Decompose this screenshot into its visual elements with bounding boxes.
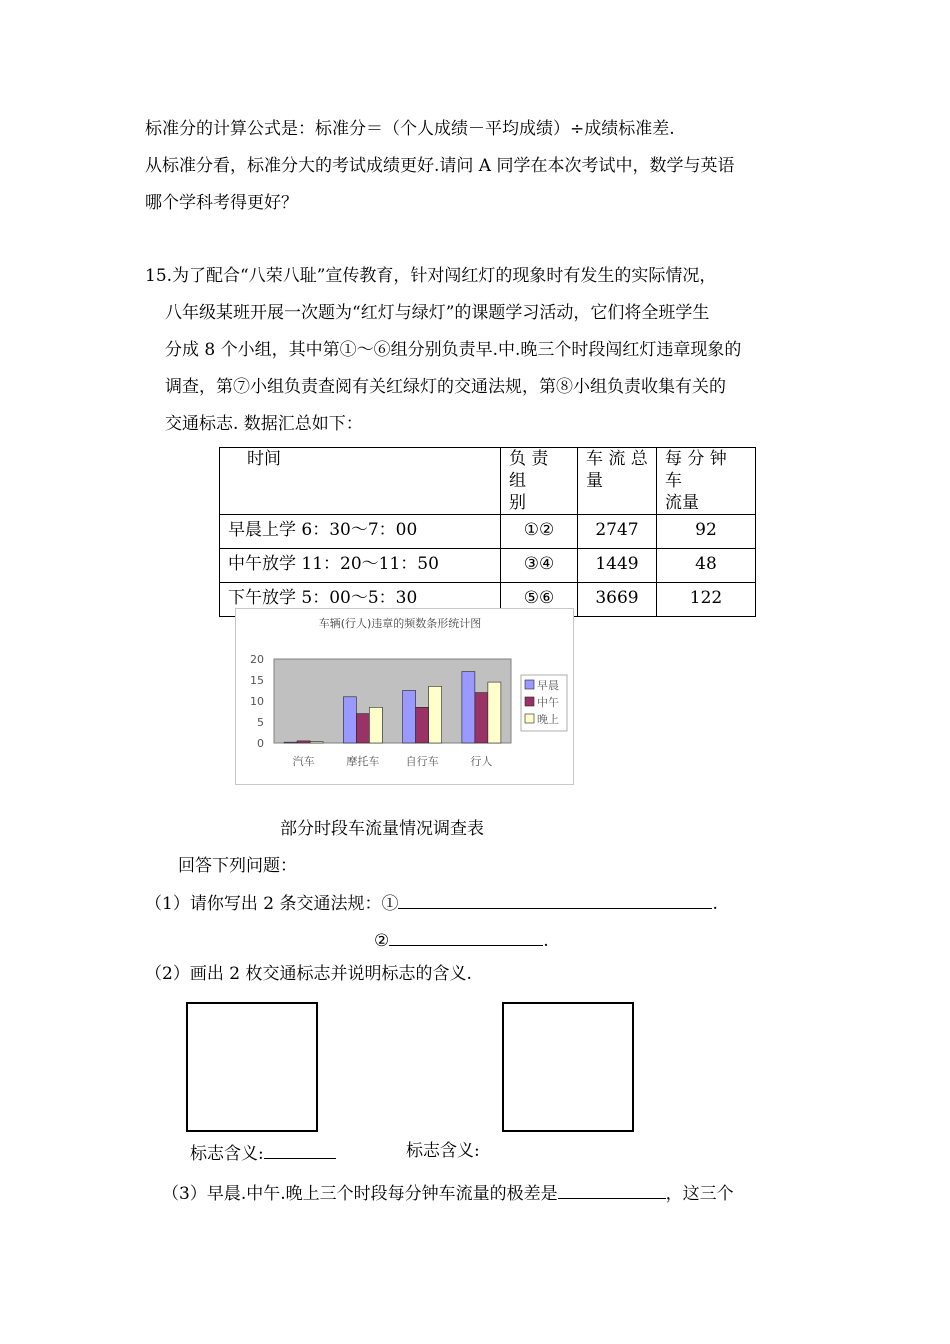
answer-prompt: 回答下列问题： bbox=[178, 856, 297, 876]
sign-meaning-label-1: 标志含义: bbox=[190, 1144, 264, 1164]
bar-晚上-自行车 bbox=[429, 686, 442, 743]
legend-label: 中午 bbox=[537, 696, 559, 709]
sub-question-1: （1）请你写出 2 条交通法规：① . bbox=[145, 890, 718, 915]
table-header-row bbox=[220, 448, 756, 515]
sign-drawing-box-2[interactable] bbox=[502, 1002, 634, 1132]
legend bbox=[521, 675, 567, 731]
bar-早晨-摩托车 bbox=[343, 697, 356, 743]
sub-question-3-text: （3）早晨.中午.晚上三个时段每分钟车流量的极差是 bbox=[162, 1184, 558, 1204]
sub-question-1-text: （1）请你写出 2 条交通法规：① bbox=[145, 894, 399, 914]
traffic-data-table bbox=[219, 447, 756, 617]
y-tick-label: 5 bbox=[257, 716, 264, 729]
bar-晚上-行人 bbox=[488, 682, 501, 743]
bar-中午-汽车 bbox=[297, 741, 310, 743]
y-tick-label: 15 bbox=[250, 674, 264, 687]
x-tick-label: 汽车 bbox=[292, 755, 315, 768]
y-tick-label: 0 bbox=[257, 737, 264, 750]
table-header-per-minute: 每 分 钟 车 流量 bbox=[657, 448, 756, 515]
sign-drawing-box-1[interactable] bbox=[186, 1002, 318, 1132]
table-caption: 部分时段车流量情况调查表 bbox=[280, 819, 484, 839]
bar-中午-自行车 bbox=[416, 707, 429, 743]
bar-晚上-摩托车 bbox=[369, 707, 382, 743]
chart-title: 车辆(行人)违章的频数条形统计图 bbox=[318, 617, 482, 630]
legend-label: 晚上 bbox=[537, 713, 559, 726]
sign-meaning-blank-1[interactable] bbox=[264, 1140, 336, 1159]
legend-swatch bbox=[525, 714, 534, 723]
q15-line-1: 15.为了配合“八荣八耻”宣传教育，针对闯红灯的现象时有发生的实际情况， bbox=[145, 266, 717, 286]
q15-line-5: 交通标志. 数据汇总如下： bbox=[165, 414, 363, 434]
sub-question-3-tail: ，这三个 bbox=[665, 1184, 734, 1204]
sign-meaning-1 bbox=[190, 1140, 336, 1165]
intro-line-3: 哪个学科考得更好？ bbox=[145, 193, 298, 213]
table-header-time: 时间 bbox=[220, 448, 501, 515]
sub-question-2: （2）画出 2 枚交通标志并说明标志的含义. bbox=[145, 964, 472, 984]
legend-swatch bbox=[525, 680, 534, 689]
violation-bar-chart bbox=[235, 608, 575, 786]
q15-line-4: 调查，第⑦小组负责查阅有关红绿灯的交通法规，第⑧小组负责收集有关的 bbox=[165, 377, 726, 397]
bar-中午-行人 bbox=[475, 693, 488, 743]
q15-line-3: 分成 8 个小组，其中第①～⑥组分别负责早.中.晚三个时段闯红灯违章现象的 bbox=[165, 340, 742, 360]
intro-line-2: 从标准分看，标准分大的考试成绩更好.请问 A 同学在本次考试中，数学与英语 bbox=[145, 156, 735, 176]
bar-晚上-汽车 bbox=[310, 742, 323, 743]
table-header-total: 车 流 总 量 bbox=[578, 448, 657, 515]
x-tick-label: 自行车 bbox=[405, 755, 439, 768]
legend-swatch bbox=[525, 697, 534, 706]
x-tick-label: 行人 bbox=[470, 755, 493, 768]
intro-line-1: 标准分的计算公式是：标准分＝（个人成绩－平均成绩）÷成绩标准差. bbox=[145, 119, 675, 139]
answer-blank-2[interactable] bbox=[389, 927, 543, 946]
y-tick-label: 20 bbox=[250, 653, 264, 666]
q15-line-2: 八年级某班开展一次题为“红灯与绿灯”的课题学习活动，它们将全班学生 bbox=[165, 303, 710, 323]
answer-blank-range[interactable] bbox=[558, 1180, 666, 1199]
bar-早晨-自行车 bbox=[403, 691, 416, 744]
answer-blank-1[interactable] bbox=[398, 890, 712, 909]
table-row: 中午放学 11：20～11：50 ③④ 1449 48 bbox=[220, 549, 756, 583]
bar-早晨-汽车 bbox=[284, 742, 297, 743]
x-tick-label: 摩托车 bbox=[346, 755, 380, 768]
table-row: 下午放学 5：00～5：30 ⑤⑥ 3669 122 bbox=[220, 583, 756, 617]
sub-question-1-second: ② . bbox=[374, 927, 549, 952]
table-header-group: 负 责 组 别 bbox=[501, 448, 578, 515]
bar-中午-摩托车 bbox=[356, 714, 369, 743]
y-tick-label: 10 bbox=[250, 695, 264, 708]
mark-2: ② bbox=[374, 931, 390, 951]
sign-meaning-2: 标志含义: bbox=[406, 1141, 480, 1161]
sub-question-3 bbox=[162, 1180, 734, 1205]
legend-label: 早晨 bbox=[537, 679, 559, 692]
bar-早晨-行人 bbox=[462, 672, 475, 743]
table-row: 早晨上学 6：30～7：00 ①② 2747 92 bbox=[220, 515, 756, 549]
